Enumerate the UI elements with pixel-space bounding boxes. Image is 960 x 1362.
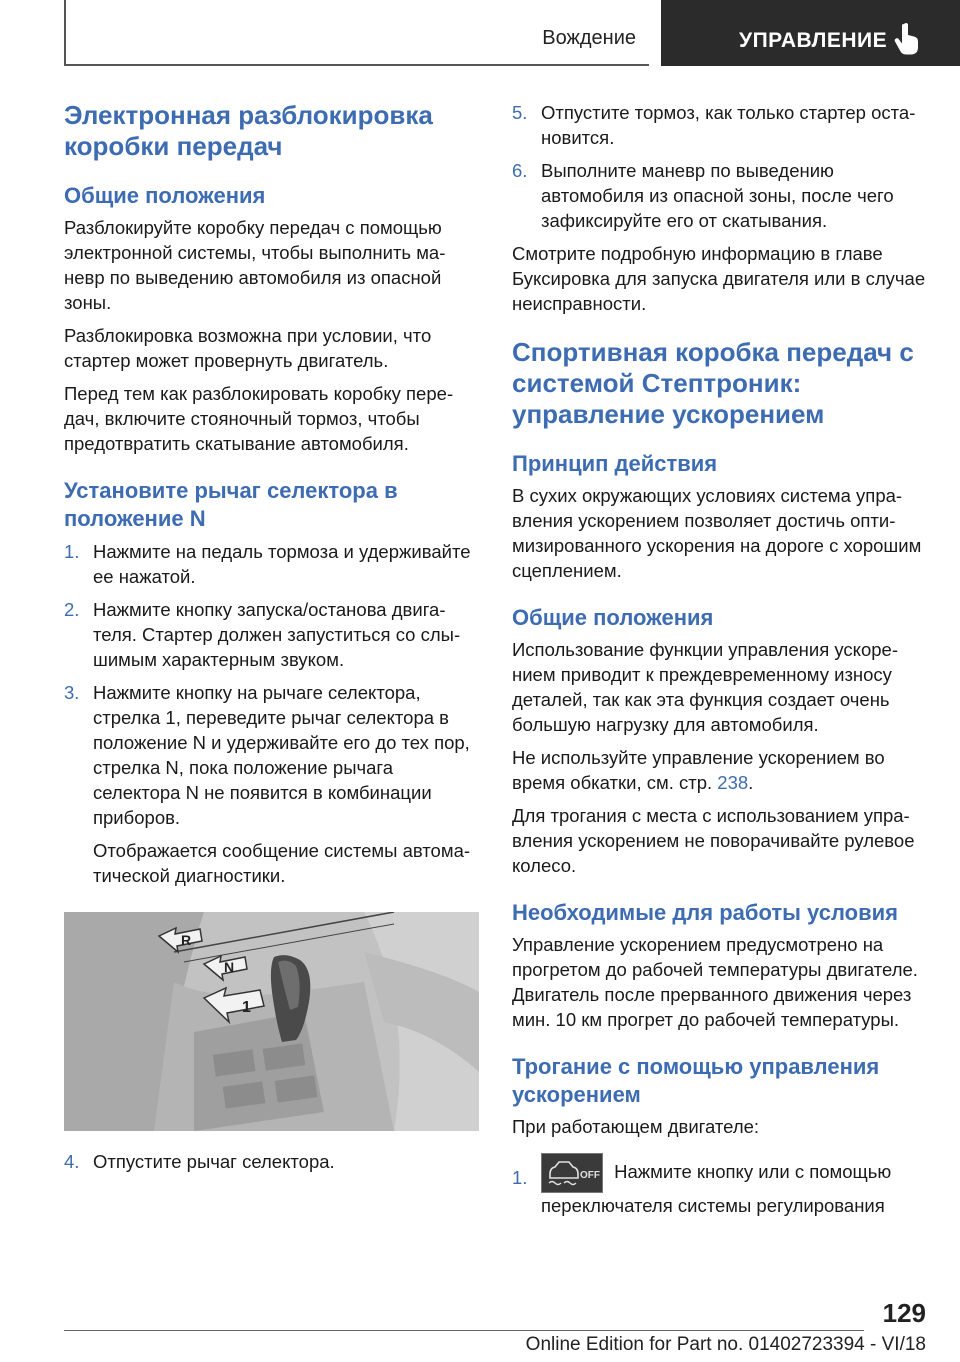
heading-selector-n: Установите рычаг селектора в положение N: [64, 478, 398, 531]
arrow-label-1: 1: [242, 999, 251, 1016]
step-text: Отпустите рычаг селектора.: [93, 1151, 335, 1172]
list-item: [512, 158, 926, 233]
arrow-label-r: R: [181, 932, 192, 948]
arrow-label-n: N: [224, 959, 235, 975]
button-off-label: OFF: [580, 1170, 600, 1181]
heading-general: Общие положения: [512, 605, 714, 630]
hand-pointer-icon: [893, 22, 923, 56]
list-item: [64, 1149, 479, 1174]
left-column: [64, 100, 479, 1174]
header-rule-bottom: [64, 64, 649, 66]
paragraph: Для трогания с места с использованием управления ускорением не поворачивайте рулевое колесо.: [512, 805, 915, 876]
section-title-launch-control: Спортивная коробка передач с системой Стептроник: управление ускорением: [512, 337, 914, 429]
step-text: Нажмите кнопку запуска/останова двигателя. Стартер должен запуститься со слышимым характерным звуком.: [93, 599, 461, 670]
gear-selector-illustration: [64, 912, 479, 1131]
footer-rule: [64, 1330, 864, 1331]
step-number: 4.: [64, 1151, 80, 1172]
traction-control-off-icon: [542, 1154, 602, 1192]
paragraph: При работающем двигателе:: [512, 1116, 760, 1137]
steps-list: [512, 100, 926, 233]
dsc-off-button-icon: [541, 1153, 603, 1193]
step-number: 1.: [64, 541, 80, 562]
step-text: Нажмите кнопку или с помощью переключателя системы регулирования: [541, 1160, 892, 1216]
step-text: Нажмите кнопку на рычаге селектора, стрелка 1, переведите рычаг селектора в положение N и удерживайте его до тех пор, стрелка N, пока положение рычага селектора N не появится в комбинации приборов.: [93, 682, 470, 828]
steps-list: [64, 539, 479, 830]
edition-note: Online Edition for Part no. 01402723394 - VI/18: [525, 1334, 926, 1355]
list-item: [64, 539, 479, 589]
heading-start-launch: Трогание с помощью управления ускорением: [512, 1054, 880, 1107]
paragraph: Смотрите подробную информацию в главе Буксировка для запуска двигателя или в случае неисправности.: [512, 243, 926, 314]
list-item: [512, 1153, 926, 1218]
step-text: Отпустите тормоз, как только стартер остановится.: [541, 102, 916, 148]
step-number: 3.: [64, 682, 80, 703]
steps-list: [512, 1153, 926, 1218]
paragraph: Разблокировка возможна при условии, что стартер может провернуть двигатель.: [64, 325, 432, 371]
heading-conditions: Необходимые для работы условия: [512, 900, 898, 925]
page-number: 129: [882, 1298, 926, 1328]
paragraph: Перед тем как разблокировать коробку передач, включите стояночный тормоз, чтобы предотвратить скатывание автомобиля.: [64, 383, 454, 454]
list-item: [64, 680, 479, 830]
step-number: 6.: [512, 160, 528, 181]
step-note: Отображается сообщение системы автоматической диагностики.: [93, 840, 471, 886]
paragraph: Управление ускорением предусмотрено на прогретом до рабочей температуры двигателе. Двигатель после прерванного движения через мин. 10 км прогрет до рабочей температуры.: [512, 934, 918, 1030]
steps-list: [64, 1149, 479, 1174]
paragraph: Разблокируйте коробку передач с помощью электронной системы, чтобы выполнить маневр по выведению автомобиля из опасной зоны.: [64, 217, 446, 313]
page-link-238[interactable]: 238: [717, 772, 749, 793]
list-item: [512, 100, 926, 150]
step-text: Выполните маневр по выведению автомобиля из опасной зоны, после чего зафиксируйте его от скатывания.: [541, 160, 894, 231]
step-number: 2.: [64, 599, 80, 620]
list-item: [64, 597, 479, 672]
header-chapter-tab: [661, 0, 960, 66]
paragraph-text: .: [748, 772, 754, 793]
step-number: 1.: [512, 1167, 528, 1188]
paragraph-text: Не используйте управление ускорением во время обкатки, см. стр.: [512, 747, 885, 793]
paragraph: [512, 745, 926, 795]
paragraph: В сухих окружающих условиях система управления ускорением позволяет достичь оптимизированного ускорения на дороге с хорошим сцеплением.: [512, 485, 922, 581]
header-rule-left: [64, 0, 66, 66]
heading-principle: Принцип действия: [512, 451, 718, 476]
header-chapter-title: УПРАВЛЕНИЕ: [739, 29, 888, 52]
section-title-electronic-unlock: Электронная разблокировка коробки передач: [64, 100, 433, 161]
paragraph: Использование функции управления ускорением приводит к преждевременному износу деталей, так как эта функция создает очень большую нагрузку для автомобиля.: [512, 639, 898, 735]
step-number: 5.: [512, 102, 528, 123]
header-section-title: Вождение: [542, 27, 636, 49]
step-text: Нажмите на педаль тормоза и удерживайте ее нажатой.: [93, 541, 471, 587]
right-column: [512, 100, 926, 1218]
heading-general: Общие положения: [64, 183, 266, 208]
gear-selector-figure: [64, 912, 479, 1131]
